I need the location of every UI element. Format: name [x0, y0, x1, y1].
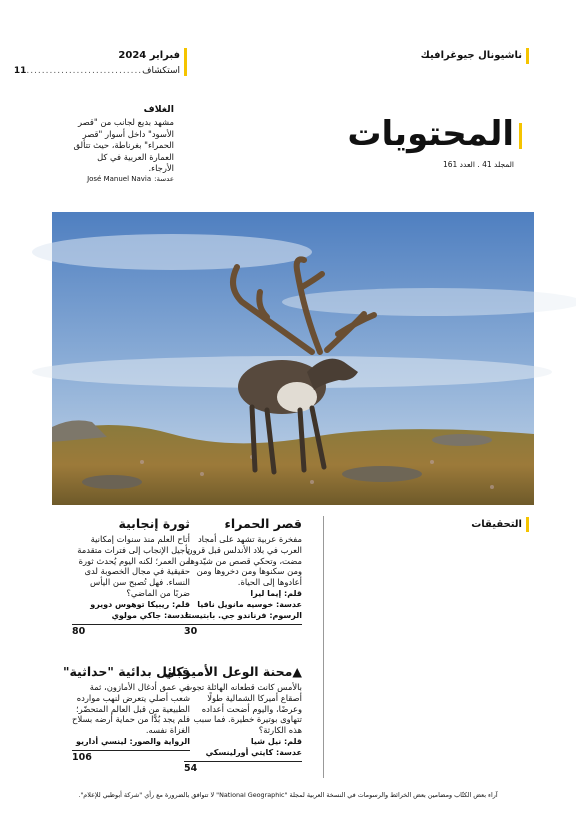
article-credit: قلم: نيل شيا	[250, 736, 302, 746]
article-rule	[72, 750, 190, 751]
article-body: أتاح العلم منذ سنوات إمكانية تأجيل الإنجاب إلى فترات متقدمة من العمر؛ لكنه اليوم يُحدث ثورة حقيقية في مجال الخصوبة لدى النساء. فهل تُصبح سن اليأس ضربًا من الماضي؟	[77, 534, 190, 598]
article-body: في عمق أدغال الأمازون، ثمة شعب أصلي يتعرض لنهب موارده الطبيعية من قبل العالم المتحضّر؛ فلم يجد بُدًّا من حماية أرضه بسلاح الغزاة نفسه.	[72, 682, 190, 735]
article-credit: الرواية والصور: لينسي أداريو	[75, 736, 190, 746]
article-page-number: 106	[72, 751, 92, 763]
article-title: ▲محنة الوعل الأميركي	[163, 664, 302, 679]
article-page-number: 80	[72, 625, 86, 637]
issue-accent-bar	[184, 48, 187, 76]
article-page-number: 30	[184, 626, 198, 638]
explore-label: استكشاف	[142, 66, 180, 76]
article-rule	[184, 761, 302, 762]
article-rule	[72, 624, 190, 625]
article-page-number: 54	[184, 763, 198, 775]
cover-credit-label: عدسة:	[154, 175, 174, 183]
cover-credit	[72, 175, 174, 183]
cover-text: مشهد بديع لجانب من "قصر الأسود" داخل أسوار "قصر الحمراء" بغرناطة، حيث تتألق العمارة العربية في كل الأرجاء.	[73, 117, 174, 174]
leader-dots: ..............................	[26, 66, 143, 76]
section-accent-bar	[526, 517, 529, 532]
title-accent-bar	[519, 123, 522, 149]
cover-credit-name: José Manuel Navia	[87, 175, 152, 183]
brand-name: ناشيونال جيوغرافيك	[420, 50, 522, 61]
article-title: قبائل بدائية "حداثية"	[62, 664, 190, 679]
explore-entry[interactable]	[13, 66, 180, 76]
article-credit: قلم: ريبيكا توهوس دويرو	[90, 599, 190, 609]
article-rule	[184, 624, 302, 625]
cover-photo	[52, 212, 534, 505]
footer-disclaimer: آراء بعض الكتّاب ومضامين بعض الخرائط والرسومات في النسخة العربية لمجلة "National Geographic" لا تتوافق بالضرورة مع رأي "شركة أبوظبي للإعلام".	[78, 791, 498, 799]
article-moose[interactable]	[163, 664, 302, 775]
article-title: ثورة إنجابية	[118, 516, 190, 531]
cover-heading: الغلاف	[143, 104, 174, 115]
caribou-photo	[52, 212, 534, 505]
brand-accent-bar	[526, 48, 529, 64]
article-primitive-tribes[interactable]	[62, 664, 190, 764]
column-divider	[323, 516, 324, 778]
article-credit: عدسة: خوسيه مانويل نافيا	[197, 599, 302, 609]
volume-line: المجلد 41 . العدد 161	[442, 160, 514, 169]
article-credit: الرسوم: فرناندو جي. بابتيستا	[185, 611, 302, 621]
article-credit: عدسة: جاكي مولوي	[111, 610, 190, 620]
article-credit: عدسة: كايتي أورلينسكي	[205, 747, 302, 757]
triangle-icon: ▲	[292, 664, 302, 679]
article-title: قصر الحمراء	[224, 516, 302, 531]
article-credit: قلم: إيما ليرا	[250, 588, 302, 598]
article-body: مفخرة عربية تشهد على أمجاد العرب في بلاد الأندلس قبل قرون مضت، وتحكي قصص من شيّدوها ومن سكنوها ومن دخروها ومن أعادوها إلى الحياة.	[186, 534, 302, 587]
article-reproductive-revolution[interactable]	[72, 516, 190, 638]
page-title: المحتويات	[347, 114, 514, 154]
section-label-investigations: التحقيقات	[471, 519, 522, 530]
issue-date: فبراير 2024	[118, 50, 180, 61]
explore-page-number: 11	[13, 66, 27, 76]
article-alhambra[interactable]	[184, 516, 302, 639]
article-body: بالأمس كانت قطعانه الهائلة تجوب أصقاع أميركا الشمالية طولًا وعرضًا، واليوم أضحت أعداده تتهاوى بوتيرة خطيرة. فما سبب هذه الكارثة؟	[184, 682, 302, 735]
